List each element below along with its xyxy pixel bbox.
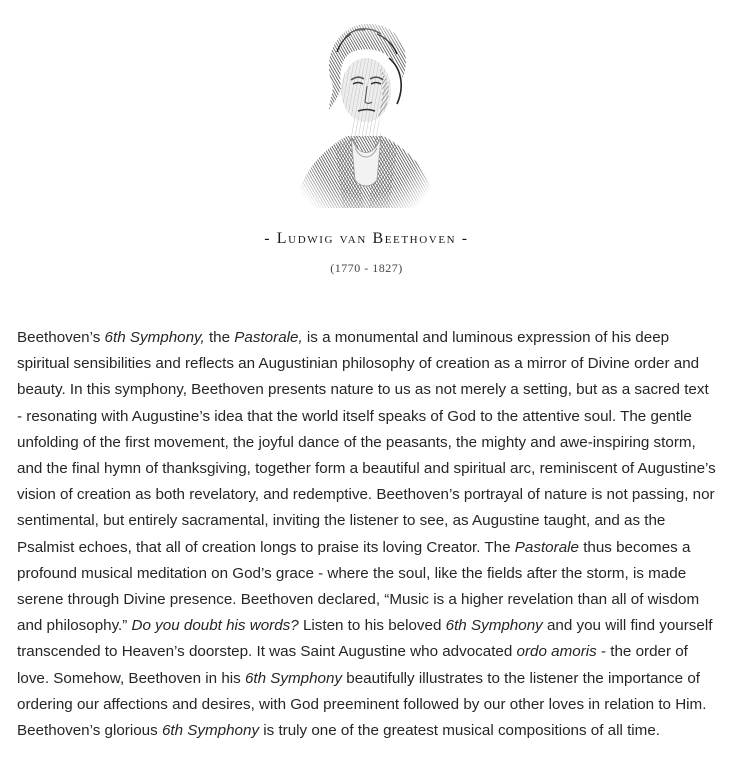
essay-text: Listen to his beloved xyxy=(298,617,446,635)
essay-text: the xyxy=(204,329,235,346)
essay-emphasis: 6th Symphony xyxy=(244,669,343,687)
essay-text: Beethoven’s xyxy=(17,329,105,346)
life-dates: (1770 - 1827) xyxy=(330,261,403,275)
essay-text: - the order of love. Somehow, Beethoven in his xyxy=(17,643,688,687)
essay-emphasis: ordo amoris xyxy=(516,643,597,661)
essay-text: beautifully illustrates to the listener the importance of ordering our affections and desires, with God preeminent followed by our other loves in relation to Him. Beethoven’s glorious xyxy=(17,669,707,740)
portrait-illustration xyxy=(285,8,445,208)
essay-emphasis: 6th Symphony xyxy=(161,722,260,740)
essay-text: is a monumental and luminous expression of his deep spiritual sensibilities and reflects an Augustinian philosophy of creation as a mirror of Divine order and beauty. In this symphony, Beethoven presents nature to us as not merely a setting, but as a sacred text - resonating with Augustine’s idea that the world itself speaks of God to the attentive soul. The gentle unfolding of the first movement, the joyful dance of the peasants, the mighty and awe-inspiring storm, and the final hymn of thanksgiving, together form a beautiful and spiritual arc, reminiscent of Augustine’s vision of creation as both revelatory, and redemptive. Beethoven’s portrayal of nature is not passing, nor sentimental, but entirely sacramental, inviting the listener to see, as Augustine taught, and as the Psalmist echoes, that all of creation longs to praise its loving Creator. The xyxy=(17,329,716,556)
composer-name: - Ludwig van Beethoven - xyxy=(264,230,469,247)
essay-emphasis: Do you doubt his words? xyxy=(131,617,299,635)
essay-text: is truly one of the greatest musical compositions of all time. xyxy=(259,722,661,740)
essay-emphasis: 6th Symphony, xyxy=(104,329,205,346)
essay-emphasis: Pastorale xyxy=(514,538,579,556)
essay-text: and you will find yourself transcended to Heaven’s doorstep. It was Saint Augustine who advocated xyxy=(17,617,713,661)
essay-text: thus becomes a profound musical meditation on God’s grace - where the soul, like the fields after the storm, is made serene through Divine presence. Beethoven declared, “Music is a higher revelation than all of wisdom and philosophy.” xyxy=(17,538,700,635)
essay-paragraph xyxy=(17,325,717,744)
essay-emphasis: Pastorale, xyxy=(234,329,303,346)
essay-emphasis: 6th Symphony xyxy=(445,617,543,635)
